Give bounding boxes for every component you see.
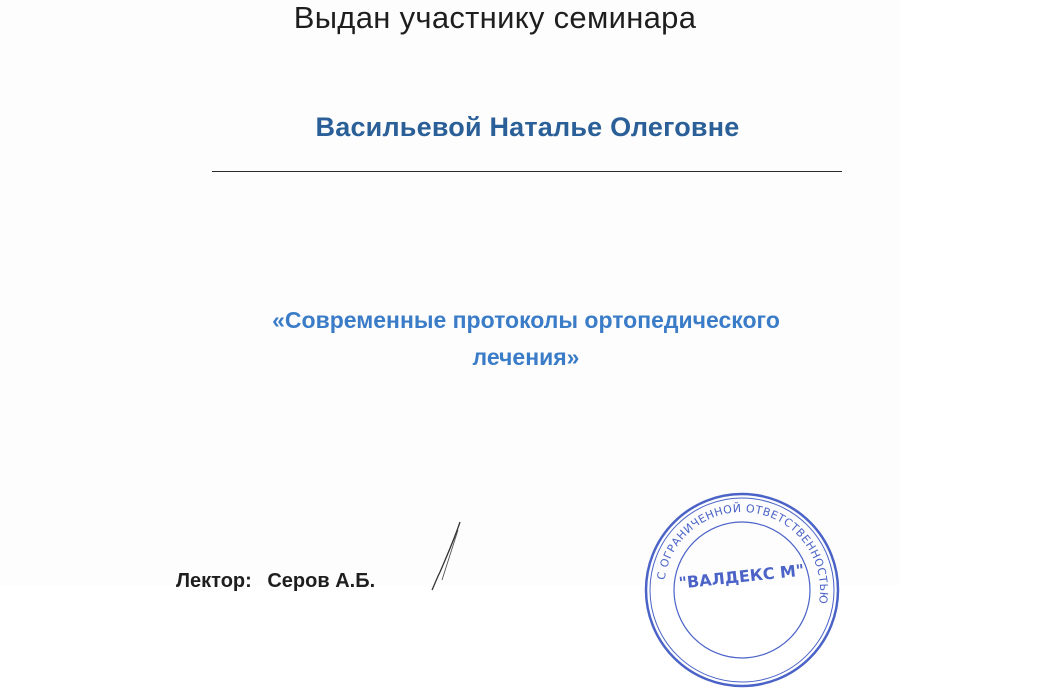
lecturer-label: Лектор: xyxy=(176,570,252,592)
recipient-name: Васильевой Наталье Олеговне xyxy=(315,112,740,142)
issued-to-heading: Выдан участнику семинара xyxy=(293,0,697,35)
lecturer-line xyxy=(176,570,375,593)
signature-mark xyxy=(420,520,480,590)
company-seal xyxy=(642,490,842,690)
seminar-title-line-1: «Современные протоколы ортопедического xyxy=(272,307,780,333)
lecturer-name: Серов А.Б. xyxy=(267,570,376,592)
seal-ring-text: С ОГРАНИЧЕННОЙ ОТВЕТСТВЕННОСТЬЮ xyxy=(654,501,831,605)
seminar-title-line-2: лечения» xyxy=(472,344,580,370)
seal-center-text: "ВАЛДЕКС М" xyxy=(677,560,806,593)
seminar-title xyxy=(0,302,1052,376)
name-underline xyxy=(212,171,842,172)
